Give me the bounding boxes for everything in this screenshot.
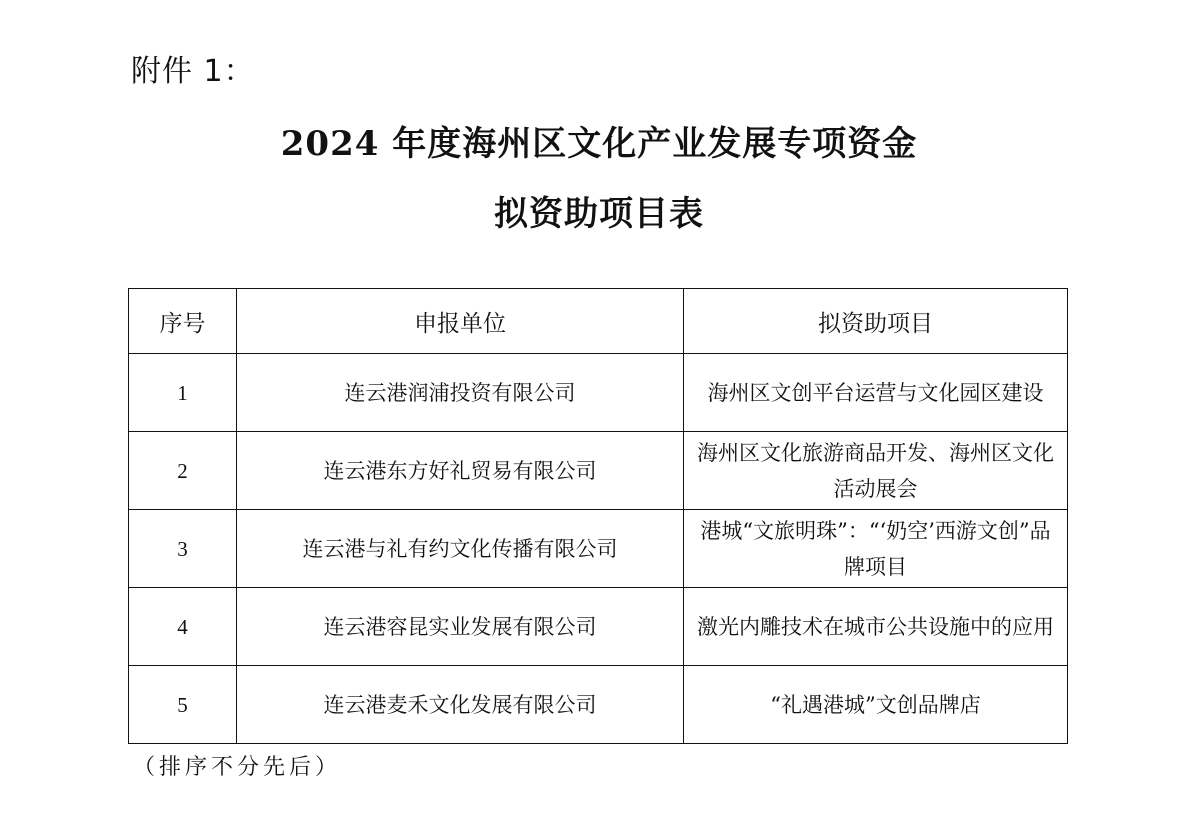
row-applicant-unit: 连云港容昆实业发展有限公司 xyxy=(237,588,684,666)
document-title-line-2: 拟资助项目表 xyxy=(494,194,704,234)
row-applicant-unit: 连云港与礼有约文化传播有限公司 xyxy=(237,510,684,588)
table-row xyxy=(129,432,1068,510)
header-applicant-unit: 申报单位 xyxy=(237,289,684,354)
table-header-row xyxy=(129,289,1068,354)
table-row xyxy=(129,510,1068,588)
row-serial-number: 2 xyxy=(129,432,237,510)
header-serial-number: 序号 xyxy=(129,289,237,354)
ordering-note: （排序不分先后） xyxy=(133,755,342,780)
row-serial-number: 4 xyxy=(129,588,237,666)
table-row xyxy=(129,354,1068,432)
table-row xyxy=(129,588,1068,666)
row-serial-number: 3 xyxy=(129,510,237,588)
row-applicant-unit: 连云港润浦投资有限公司 xyxy=(237,354,684,432)
document-title-line-1: 2024 年度海州区文化产业发展专项资金 xyxy=(280,124,918,164)
row-applicant-unit: 连云港麦禾文化发展有限公司 xyxy=(237,666,684,744)
row-applicant-unit: 连云港东方好礼贸易有限公司 xyxy=(237,432,684,510)
project-table xyxy=(128,288,1068,744)
attachment-label: 附件 1： xyxy=(131,54,255,89)
row-serial-number: 5 xyxy=(129,666,237,744)
row-funded-project: 激光内雕技术在城市公共设施中的应用 xyxy=(684,588,1068,666)
row-funded-project: 港城“文旅明珠”：“‘奶空’西游文创”品牌项目 xyxy=(684,510,1068,588)
row-funded-project: 海州区文创平台运营与文化园区建设 xyxy=(684,354,1068,432)
row-funded-project: 海州区文化旅游商品开发、海州区文化活动展会 xyxy=(684,432,1068,510)
row-serial-number: 1 xyxy=(129,354,237,432)
header-funded-project: 拟资助项目 xyxy=(684,289,1068,354)
table-row xyxy=(129,666,1068,744)
row-funded-project: “礼遇港城”文创品牌店 xyxy=(684,666,1068,744)
